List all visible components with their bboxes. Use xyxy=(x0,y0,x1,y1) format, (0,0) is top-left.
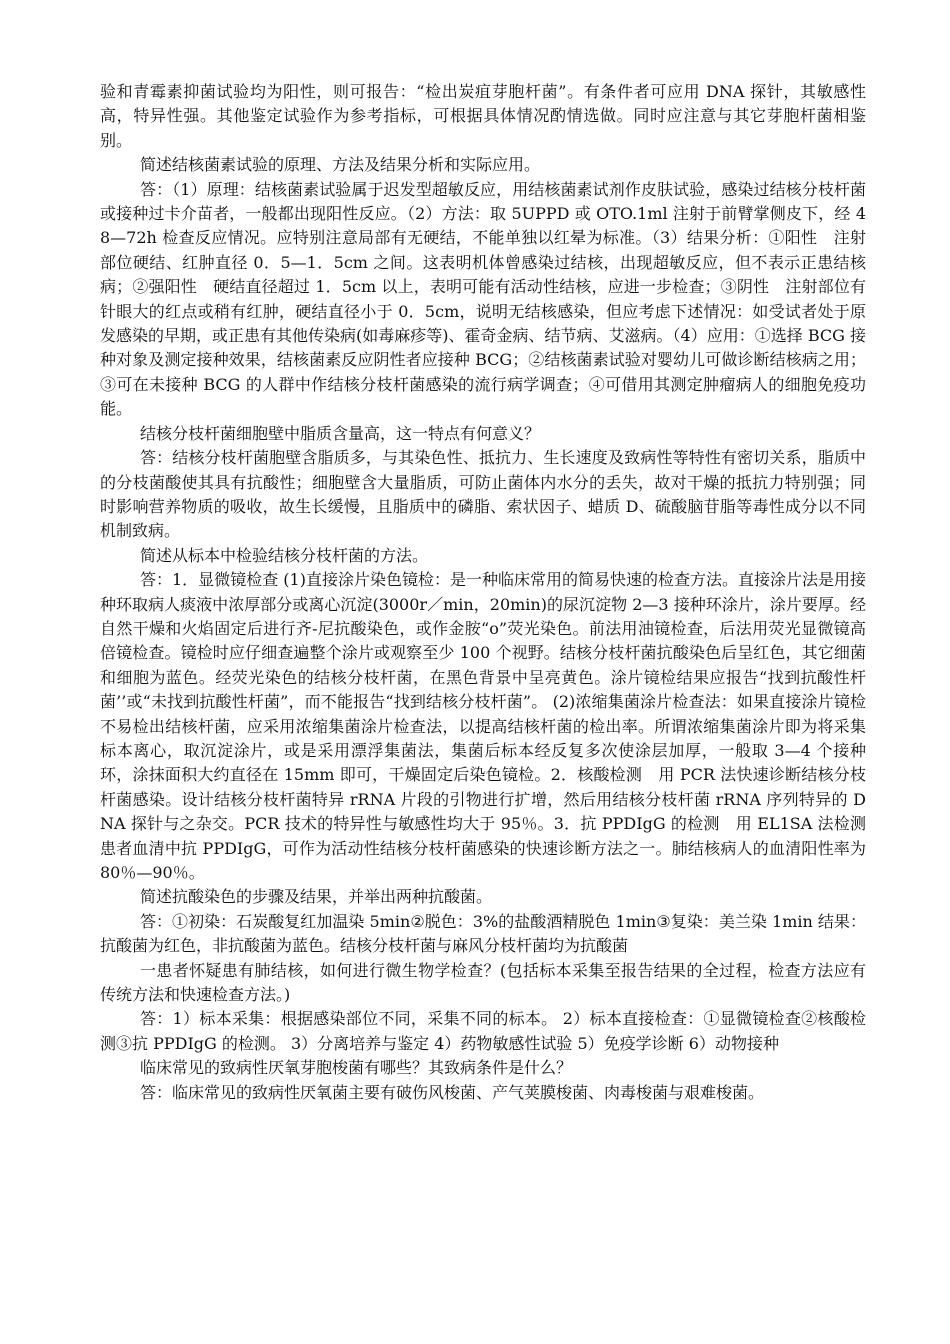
question-tb-workup: 一患者怀疑患有肺结核，如何进行微生物学检查？(包括标本采集至报告结果的全过程，检查方法应有传统方法和快速检查方法。) xyxy=(100,960,866,1005)
answer-tuberculin-test: 答：（1）原理：结核菌素试验属于迟发型超敏反应，用结核菌素试剂作皮肤试验，感染过结核分枝杆菌或接种过卡介苗者，一般都出现阳性反应。（2）方法：取 5UPPD 或 OTO.1ml 注射于前臂掌侧皮下，经 48—72h 检查反应情况。应特别注意局部有无硬结，不能单独以红晕为标准。（3）结果分析：①阳性 注射部位硬结、红肿直径 0．5—1．5cm 之间。这表明机体曾感染过结核，出现超敏反应，但不表示正患结核病；②强阳性 硬结直径超过 1．5cm 以上，表明可能有活动性结核，应进一步检查；③阴性 注射部位有针眼大的红点或稍有红肿，硬结直径小于 0．5cm，说明无结核感染，但应考虑下述情况：如受试者处于原发感染的早期，或正患有其他传染病(如毒麻疹等)、霍奇金病、结节病、艾滋病。（4）应用：①选择 BCG 接种对象及测定接种效果，结核菌素反应阴性者应接种 BCG；②结核菌素试验对婴幼儿可做诊断结核病之用；③可在未接种 BCG 的人群中作结核分枝杆菌感染的流行病学调查；④可借用其测定肿瘤病人的细胞免疫功能。 xyxy=(100,179,866,419)
question-cell-wall-lipid: 结核分枝杆菌细胞壁中脂质含量高，这一特点有何意义？ xyxy=(140,423,541,443)
answer-cell-wall-lipid: 答：结核分枝杆菌胞壁含脂质多，与其染色性、抵抗力、生长速度及致病性等特性有密切关系，脂质中的分枝菌酸使其具有抗酸性；细胞壁含大量脂质，可防止菌体内水分的丢失，故对干燥的抵抗力特别强；同时影响营养物质的吸收，故生长缓慢，且脂质中的磷脂、索状因子、蜡质 D、硫酸脑苷脂等毒性成分以不同机制致病。 xyxy=(100,448,866,541)
document-page xyxy=(100,80,866,1105)
paragraph-anthrax-conclusion: 验和青霉素抑菌试验均为阳性，则可报告：“检出炭疽芽胞杆菌”。有条件者可应用 DNA 探针，其敏感性高，特异性强。其他鉴定试验作为参考指标，可根据具体情况酌情选做。同时应注意与其它芽胞杆菌相鉴别。 xyxy=(100,82,866,150)
question-acid-fast-stain: 简述抗酸染色的步骤及结果，并举出两种抗酸菌。 xyxy=(140,887,493,907)
answer-tb-workup: 答：1）标本采集：根据感染部位不同，采集不同的标本。 2）标本直接检查：①显微镜检查②核酸检测③抗 PPDIgG 的检测。 3）分离培养与鉴定 4）药物敏感性试验 5）免疫学诊断 6）动物接种 xyxy=(100,1009,866,1053)
answer-acid-fast-stain: 答：①初染：石炭酸复红加温染 5min②脱色：3%的盐酸酒精脱色 1min③复染：美兰染 1min 结果：抗酸菌为红色，非抗酸菌为蓝色。结核分枝杆菌与麻风分枝杆菌均为抗酸菌 xyxy=(100,911,866,956)
answer-anaerobic-clostridia: 答：临床常见的致病性厌氧菌主要有破伤风梭菌、产气荚膜梭菌、肉毒梭菌与艰难梭菌。 xyxy=(140,1082,765,1102)
question-anaerobic-clostridia: 临床常见的致病性厌氧芽胞梭菌有哪些？其致病条件是什么？ xyxy=(140,1058,573,1078)
question-specimen-detection: 简述从标本中检验结核分枝杆菌的方法。 xyxy=(140,545,429,565)
answer-specimen-detection: 答：1．显微镜检查 (1)直接涂片染色镜检：是一种临床常用的简易快速的检查方法。直接涂片法是用接种环取病人痰液中浓厚部分或离心沉淀(3000r／min，20min)的尿沉淀物 2—3 接种环涂片，涂片要厚。经自然干燥和火焰固定后进行齐-尼抗酸染色，或作金胺“o”荧光染色。前法用油镜检查，后法用荧光显微镜高倍镜检查。镜检时应仔细查遍整个涂片或观察至少 100 个视野。结核分枝杆菌抗酸染色后呈红色，其它细菌和细胞为蓝色。经荧光染色的结核分枝杆菌，在黑色背景中呈亮黄色。涂片镜检结果应报告“找到抗酸性杆菌’’或“未找到抗酸性杆菌”，而不能报告“找到结核分枝杆菌”。 (2)浓缩集菌涂片检查法：如果直接涂片镜检不易检出结核杆菌，应采用浓缩集菌涂片检查法，以提高结核杆菌的检出率。所谓浓缩集菌涂片即为将采集标本离心，取沉淀涂片，或是采用漂浮集菌法，集菌后标本经反复多次使涂层加厚，一般取 3—4 个接种环，涂抹面积大约直径在 15mm 即可，干燥固定后染色镜检。2．核酸检测 用 PCR 法快速诊断结核分枝杆菌感染。设计结核分枝杆菌特异 rRNA 片段的引物进行扩增，然后用结核分枝杆菌 rRNA 序列特异的 DNA 探针与之杂交。PCR 技术的特异性与敏感性均大于 95％。3．抗 PPDIgG 的检测 用 EL1SA 法检测患者血清中抗 PPDIgG，可作为活动性结核分枝杆菌感染的快速诊断方法之一。肺结核病人的血清阳性率为 80％—90％。 xyxy=(100,570,866,882)
question-tuberculin-test: 简述结核菌素试验的原理、方法及结果分析和实际应用。 xyxy=(140,155,541,175)
